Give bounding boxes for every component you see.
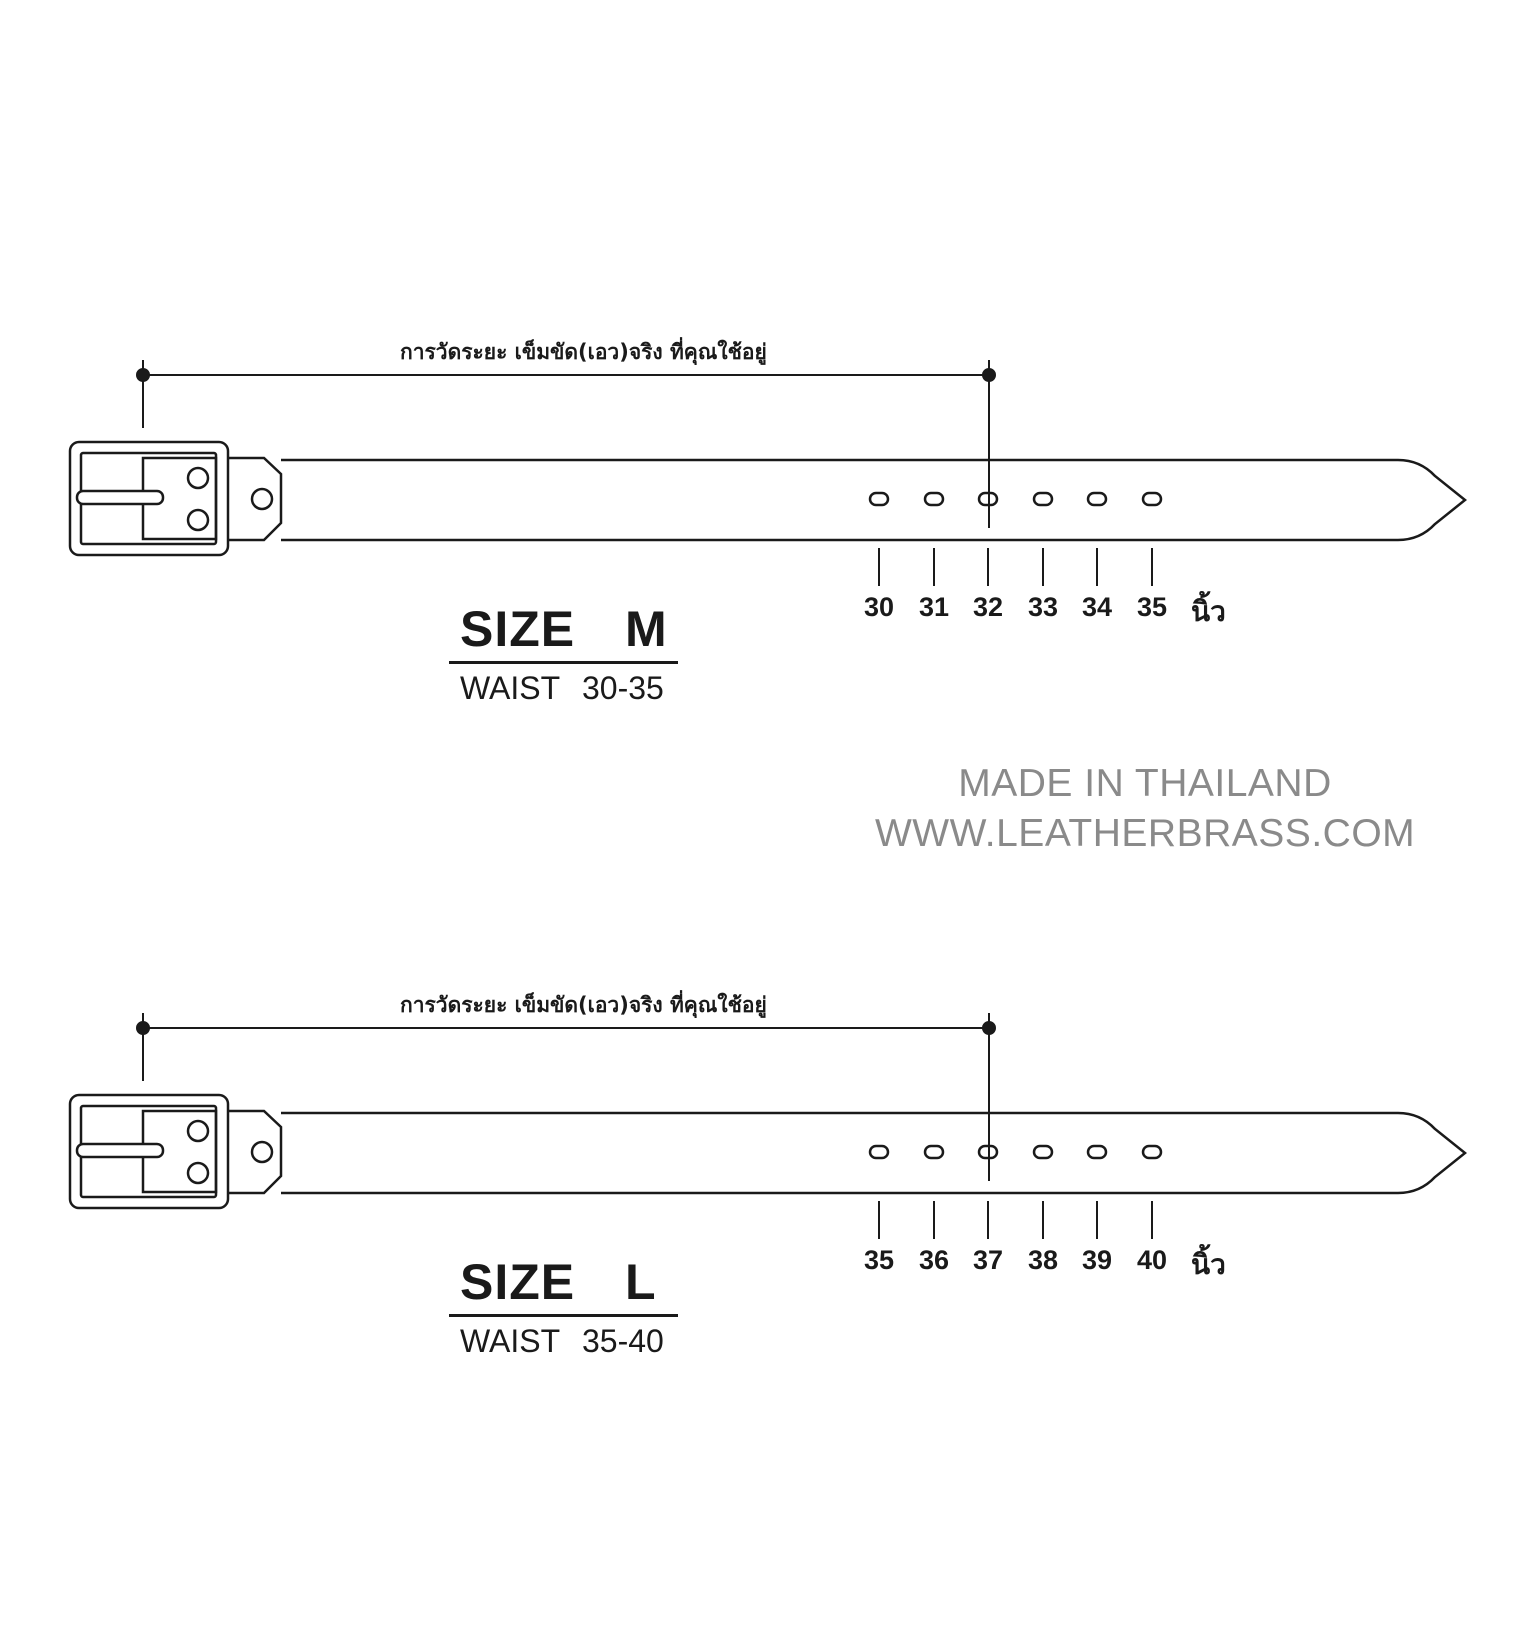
belt-hole <box>1088 1146 1106 1158</box>
belt-keeper <box>229 458 281 540</box>
belt-hole <box>870 493 888 505</box>
hole-label: 31 <box>918 592 950 622</box>
tick-leaders <box>879 548 1152 586</box>
size-label: SIZE <box>460 1254 576 1310</box>
size-l-section <box>0 983 1534 1403</box>
hole-label: 33 <box>1027 592 1059 622</box>
hole-label: 40 <box>1136 1245 1168 1275</box>
waist-info <box>460 1323 664 1360</box>
belt-holes <box>870 1146 1161 1158</box>
tick-leaders <box>879 1201 1152 1239</box>
belt-m-diagram <box>0 330 1534 750</box>
belt-hole <box>1034 493 1052 505</box>
waist-range: 35-40 <box>582 1323 664 1359</box>
size-divider <box>449 661 678 664</box>
belt-hole <box>1034 1146 1052 1158</box>
belt-strap <box>281 460 1465 540</box>
measure-caption: การวัดระยะ เข็มขัด(เอว)จริง ที่คุณใช้อยู่ <box>400 993 767 1017</box>
buckle-icon <box>70 442 228 555</box>
brand-website: WWW.LEATHERBRASS.COM <box>875 812 1416 855</box>
size-m-section <box>0 330 1534 750</box>
unit-label: นิ้ว <box>1191 1248 1226 1281</box>
size-label: SIZE <box>460 601 576 657</box>
belt-strap <box>281 1113 1465 1193</box>
waist-range: 30-35 <box>582 670 664 706</box>
hole-label: 30 <box>863 592 895 622</box>
belt-hole <box>925 493 943 505</box>
hole-label: 38 <box>1027 1245 1059 1275</box>
measure-caption: การวัดระยะ เข็มขัด(เอว)จริง ที่คุณใช้อยู่ <box>400 340 767 364</box>
hole-label: 32 <box>972 592 1004 622</box>
waist-label: WAIST <box>460 670 561 706</box>
hole-label: 36 <box>918 1245 950 1275</box>
belt-hole <box>1143 493 1161 505</box>
hole-label: 35 <box>1136 592 1168 622</box>
unit-label: นิ้ว <box>1191 595 1226 628</box>
size-value: L <box>625 1254 657 1310</box>
belt-keeper <box>229 1111 281 1193</box>
belt-hole <box>925 1146 943 1158</box>
hole-label: 35 <box>863 1245 895 1275</box>
belt-hole <box>1143 1146 1161 1158</box>
measurement-line <box>137 1013 995 1181</box>
measurement-line <box>137 360 995 528</box>
buckle-icon <box>70 1095 228 1208</box>
hole-label: 34 <box>1081 592 1113 622</box>
belt-hole <box>870 1146 888 1158</box>
waist-info <box>460 670 664 707</box>
waist-label: WAIST <box>460 1323 561 1359</box>
brand-origin: MADE IN THAILAND <box>958 762 1332 805</box>
size-value: M <box>625 601 668 657</box>
size-divider <box>449 1314 678 1317</box>
size-title <box>460 600 680 658</box>
size-title <box>460 1253 680 1311</box>
hole-label: 37 <box>972 1245 1004 1275</box>
belt-hole <box>1088 493 1106 505</box>
hole-label: 39 <box>1081 1245 1113 1275</box>
belt-l-diagram <box>0 983 1534 1403</box>
belt-holes <box>870 493 1161 505</box>
